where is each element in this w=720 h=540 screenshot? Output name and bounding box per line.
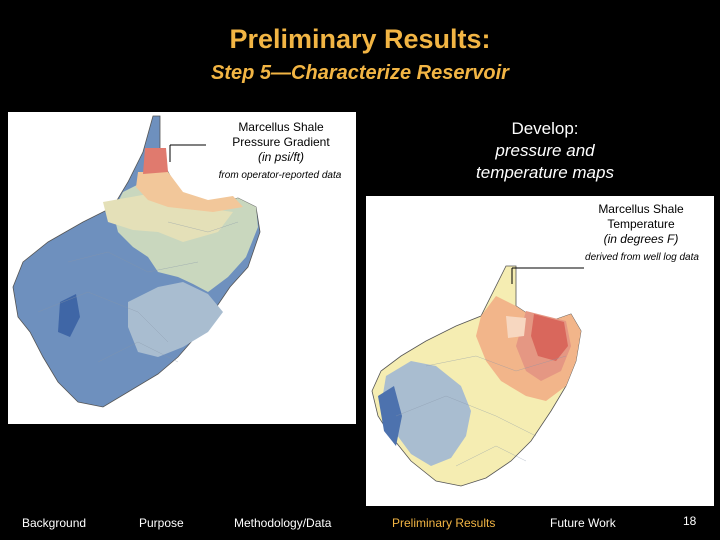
temperature-map-panel bbox=[366, 196, 714, 506]
temperature-map-title: Marcellus Shale Temperature (in degrees F) bbox=[598, 202, 684, 246]
nav-purpose[interactable]: Purpose bbox=[139, 516, 184, 530]
develop-caption: Develop: pressure and temperature maps bbox=[476, 119, 614, 182]
nav-background[interactable]: Background bbox=[22, 516, 87, 530]
nav-methodology[interactable]: Methodology/Data bbox=[234, 516, 332, 530]
nav-preliminary-results[interactable]: Preliminary Results bbox=[392, 516, 496, 530]
pressure-map-panel bbox=[8, 112, 356, 424]
pressure-map-title: Marcellus Shale Pressure Gradient (in psi/ft) bbox=[232, 120, 330, 164]
slide-title: Preliminary Results: bbox=[229, 24, 491, 54]
page-number: 18 bbox=[683, 514, 697, 528]
pressure-map-note: from operator-reported data bbox=[218, 170, 342, 181]
pressure-region-red bbox=[143, 148, 168, 174]
nav-future-work[interactable]: Future Work bbox=[550, 516, 616, 530]
temperature-map-note: derived from well log data bbox=[585, 252, 699, 263]
slide-subtitle: Step 5—Characterize Reservoir bbox=[211, 62, 509, 84]
